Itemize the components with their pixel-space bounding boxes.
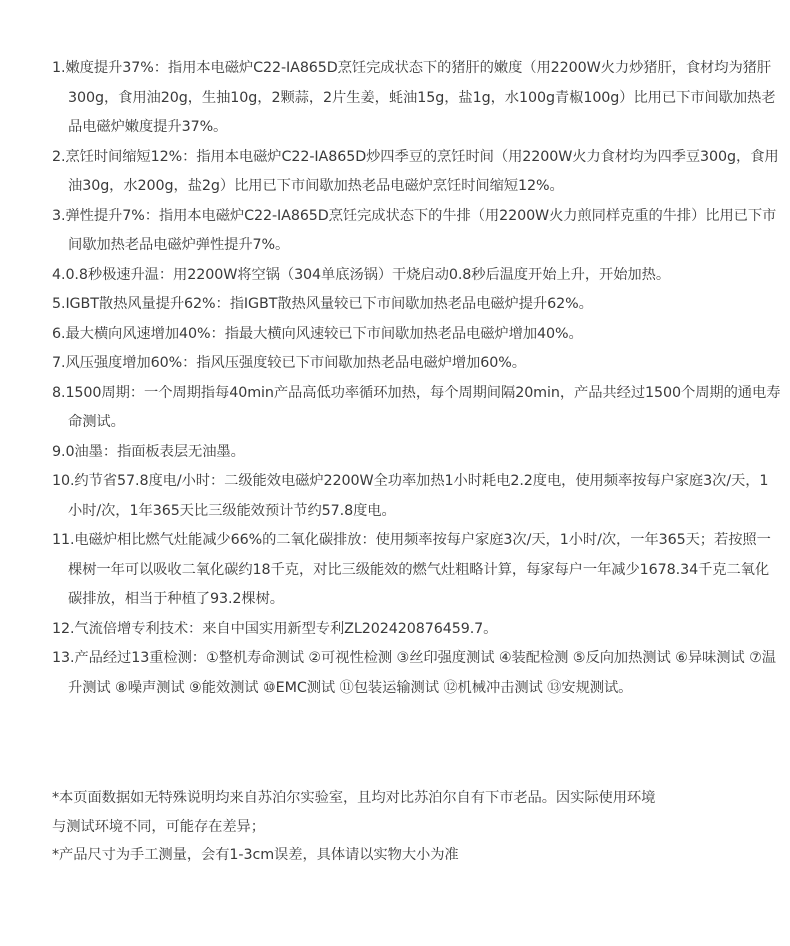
footnote-quality-tests: 13.产品经过13重检测：①整机寿命测试 ②可视性检测 ③丝印强度测试 ④装配检测 ⑤反向加热测试 ⑥异味测试 ⑦温升测试 ⑧噪声测试 ⑨能效测试 ⑩EMC测试 ⑪包装运输测试 ⑫机械冲击测试 ⑬安规测试。 [52,650,776,696]
footnote-igbt-airflow: 5.IGBT散热风量提升62%：指IGBT散热风量较已下市间歇加热老品电磁炉提升62%。 [52,296,593,312]
footnote-list [52,54,782,703]
footnote-cooking-time: 2.烹饪时间缩短12%：指用本电磁炉C22-IA865D炒四季豆的烹饪时间（用2200W火力食材均为四季豆300g，食用油30g，水200g，盐2g）比用已下市间歇加热老品电磁炉烹饪时间缩短12%。 [52,148,779,194]
disclaimer-line: *本页面数据如无特殊说明均来自苏泊尔实验室，且均对比苏泊尔自有下市老品。因实际使用环境 [52,790,656,806]
footnote-wind-pressure: 7.风压强度增加60%：指风压强度较已下市间歇加热老品电磁炉增加60%。 [52,355,526,371]
footnote-heating-speed: 4.0.8秒极速升温：用2200W将空锅（304单底汤锅）干烧启动0.8秒后温度开始上升，开始加热。 [52,266,671,283]
footnote-energy-saving: 10.约节省57.8度电/小时：二级能效电磁炉2200W全功率加热1小时耗电2.2度电，使用频率按每户家庭3次/天，1小时/次，1年365天比三级能效预计节约57.8度电。 [52,473,769,519]
footnote-co2-reduction: 11.电磁炉相比燃气灶能减少66%的二氧化碳排放：使用频率按每户家庭3次/天，1小时/次，一年365天；若按照一棵树一年可以吸收二氧化碳约18千克，对比三级能效的燃气灶粗略计算，每家每户一年减少1678.34千克二氧化碳排放，相当于种植了93.2棵树。 [52,532,771,607]
disclaimer-block [52,784,782,870]
footnote-lifecycle: 8.1500周期：一个周期指每40min产品高低功率循环加热，每个周期间隔20min，产品共经过1500个周期的通电寿命测试。 [52,384,781,430]
disclaimer-line: *产品尺寸为手工测量，会有1-3cm误差，具体请以实物大小为准 [52,847,459,863]
footnote-tenderness: 1.嫩度提升37%：指用本电磁炉C22-IA865D烹饪完成状态下的猪肝的嫩度（用2200W火力炒猪肝，食材均为猪肝300g，食用油20g，生抽10g，2颗蒜，2片生姜，蚝油15g，盐1g，水100g青椒100g）比用已下市间歇加热老品电磁炉嫩度提升37%。 [52,60,776,135]
footnote-wind-speed: 6.最大横向风速增加40%：指最大横向风速较已下市间歇加热老品电磁炉增加40%。 [52,325,583,342]
footnote-zero-ink: 9.0油墨：指面板表层无油墨。 [52,443,245,460]
disclaimer-line: 与测试环境不同，可能存在差异； [52,818,265,835]
footnote-elasticity: 3.弹性提升7%：指用本电磁炉C22-IA865D烹饪完成状态下的牛排（用2200W火力煎同样克重的牛排）比用已下市间歇加热老品电磁炉弹性提升7%。 [52,207,777,253]
footnote-patent: 12.气流倍增专利技术：来自中国实用新型专利ZL202420876459.7。 [52,620,498,637]
